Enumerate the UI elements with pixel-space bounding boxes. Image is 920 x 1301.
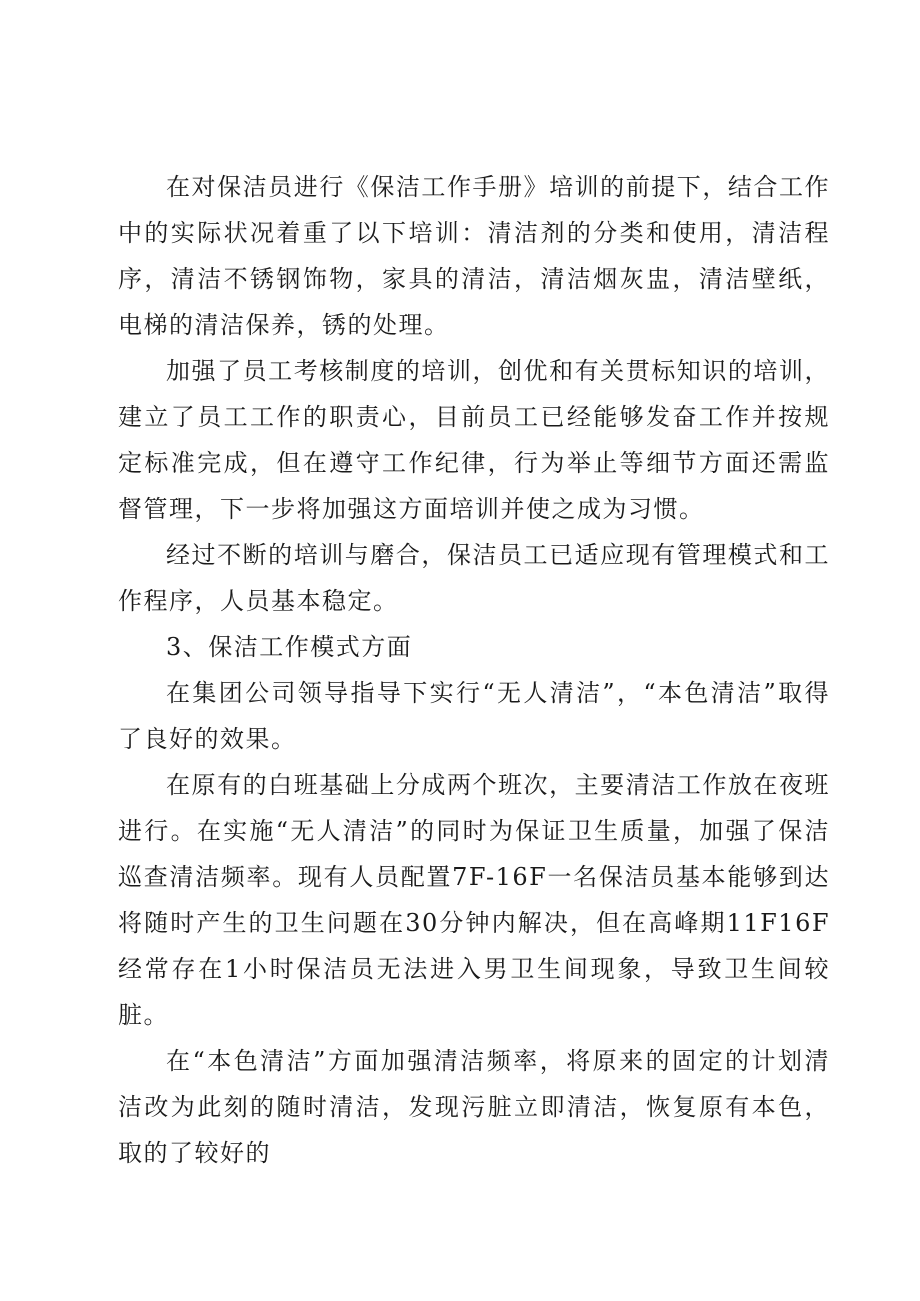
paragraph-cleaning-frequency: 在“本色清洁”方面加强清洁频率，将原来的固定的计划清洁改为此刻的随时清洁，发现污脏立即清洁，恢复原有本色，取的了较好的 xyxy=(118,1047,830,1167)
paragraph-training-content: 在对保洁员进行《保洁工作手册》培训的前提下，结合工作中的实际状况着重了以下培训：清洁剂的分类和使用，清洁程序，清洁不锈钢饰物，家具的清洁，清洁烟灰盅，清洁壁纸，电梯的清洁保养，锈的处理。 xyxy=(118,173,830,339)
document-body xyxy=(118,164,830,1176)
paragraph-assessment-training: 加强了员工考核制度的培训，创优和有关贯标知识的培训，建立了员工工作的职责心，目前员工已经能够发奋工作并按规定标准完成，但在遵守工作纪律，行为举止等细节方面还需监督管理，下一步将加强这方面培训并使之成为习惯。 xyxy=(118,357,830,523)
paragraph-staff-stability: 经过不断的培训与磨合，保洁员工已适应现有管理模式和工作程序，人员基本稳定。 xyxy=(118,541,830,615)
section-heading-work-mode: 3、保洁工作模式方面 xyxy=(166,633,413,661)
paragraph-cleaning-approach: 在集团公司领导指导下实行“无人清洁”，“本色清洁”取得了良好的效果。 xyxy=(118,679,830,753)
paragraph-shift-arrangement: 在原有的白班基础上分成两个班次，主要清洁工作放在夜班进行。在实施“无人清洁”的同时为保证卫生质量，加强了保洁巡查清洁频率。现有人员配置7F-16F一名保洁员基本能够到达将随时产生的卫生问题在30分钟内解决，但在高峰期11F16F经常存在1小时保洁员无法进入男卫生间现象，导致卫生间较脏。 xyxy=(118,771,830,1029)
